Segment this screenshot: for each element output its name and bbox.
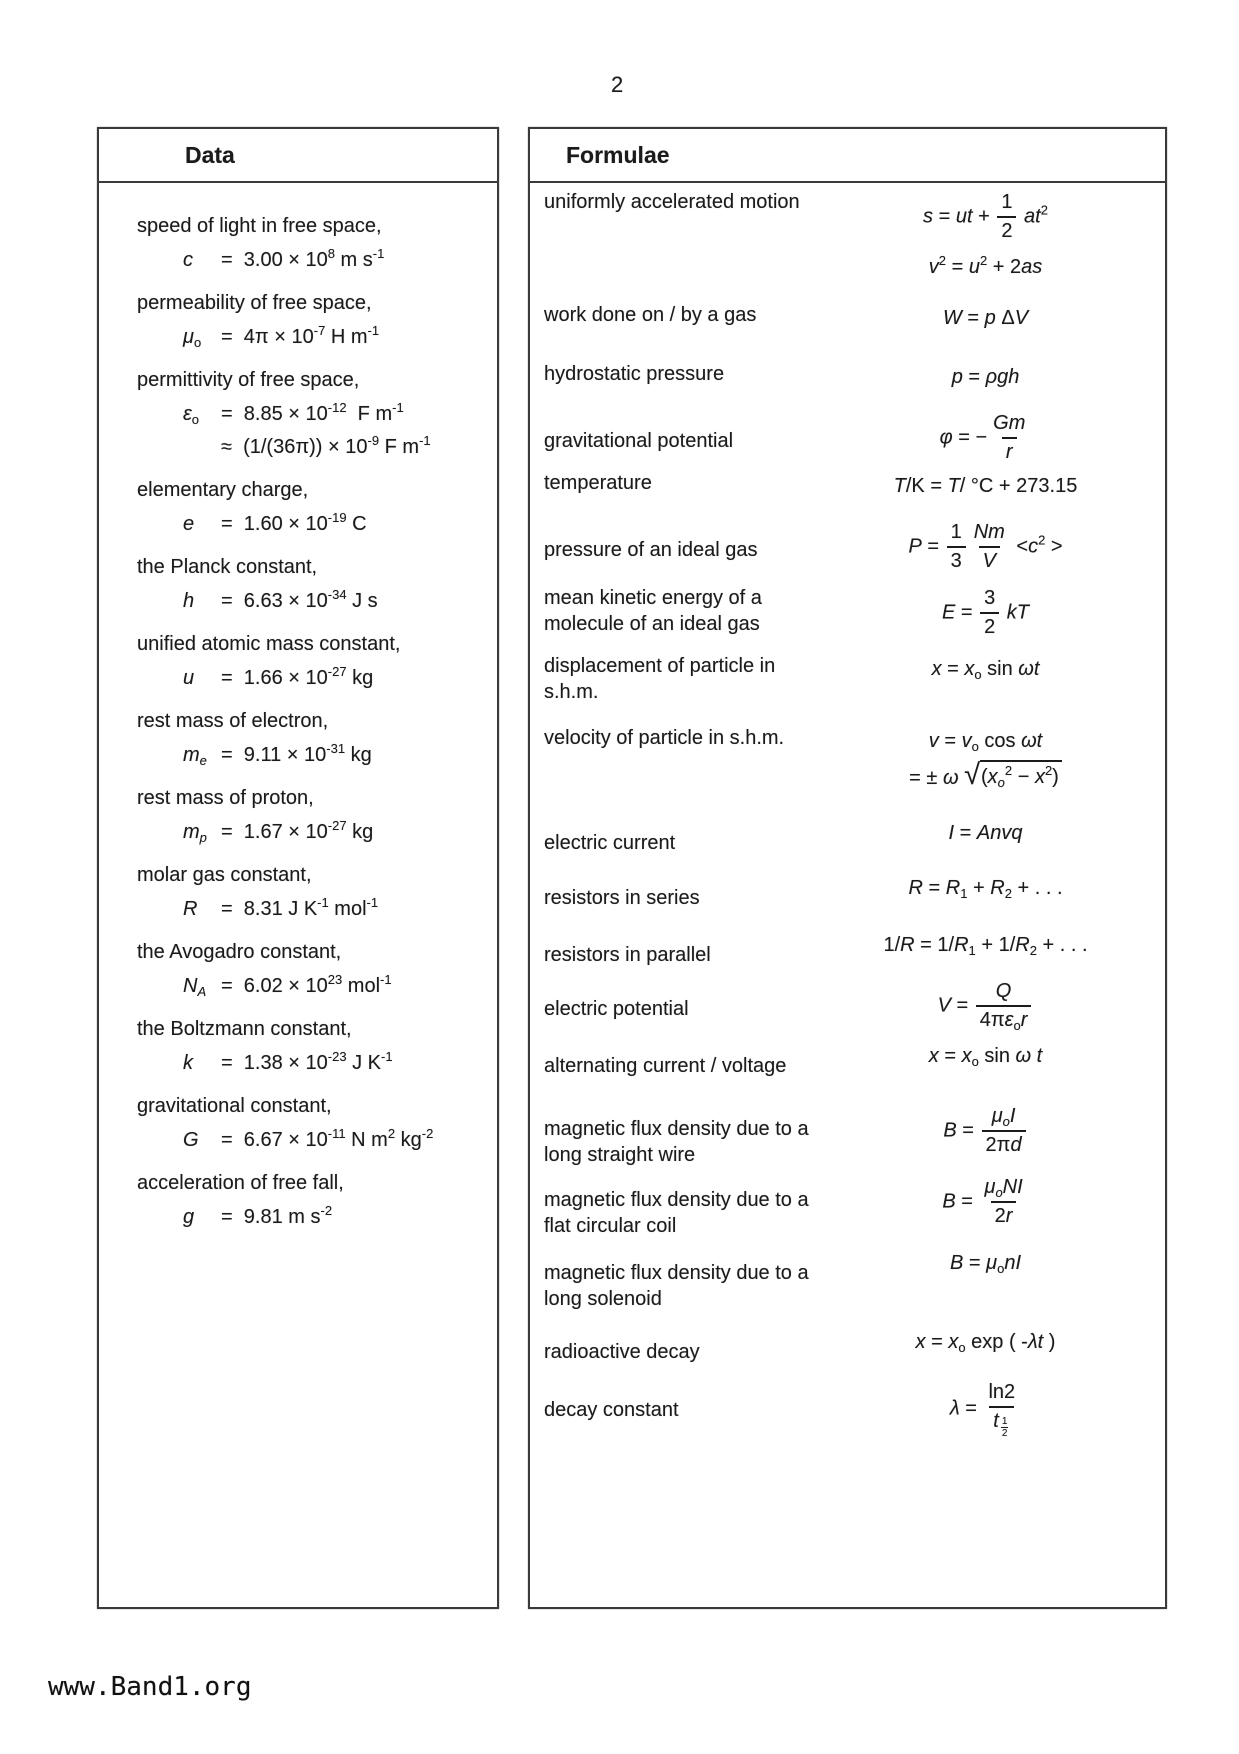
formula-row — [544, 585, 1141, 641]
formula-expression — [830, 1379, 1141, 1439]
constant-value: $h = 6.63 \times 10^{-34}$ J s — [183, 587, 378, 612]
data-panel-body — [99, 183, 497, 1234]
formula-line: V = $\frac{Q}{4\pi\varepsilon_or}$ — [938, 978, 1034, 1034]
formula-row — [544, 470, 1141, 503]
formula-expression — [830, 1040, 1141, 1073]
formula-row — [544, 725, 1141, 795]
constant-label: gravitational constant, — [137, 1095, 332, 1117]
constant-entry — [137, 785, 489, 849]
formula-label: pressure of an ideal gas — [544, 539, 758, 561]
constant-value: g = 9.81 m $s^{-2}$ — [183, 1203, 333, 1228]
formula-row — [544, 1103, 1141, 1168]
constant-value: $m_p = 1.67 \times 10^{-27}$ kg — [183, 818, 374, 845]
formula-line: T/K = T/ °C + 273.15 — [893, 475, 1078, 497]
constant-entry — [137, 708, 489, 772]
constant-entry — [137, 554, 489, 618]
formulae-panel — [528, 127, 1167, 1609]
constant-value: $e = 1.60 \times 10^{-19}$ C — [183, 510, 367, 535]
formula-label: radioactive decay — [544, 1341, 700, 1363]
formula-expression — [830, 653, 1141, 686]
formula-row — [544, 872, 1141, 911]
formula-line: p = ρgh — [951, 366, 1020, 388]
formula-expression — [830, 585, 1141, 641]
constant-label: the Boltzmann constant, — [137, 1018, 352, 1040]
formula-label: decay constant — [544, 1399, 679, 1421]
constant-label: rest mass of electron, — [137, 710, 329, 732]
formula-line: φ = − $\frac{Gm}{r}$ — [940, 410, 1032, 466]
formula-row — [544, 1174, 1141, 1239]
constant-value-approx: ≈ $(1/(36\pi)) \times 10^{-9}$ F $m^{-1}$ — [221, 433, 431, 458]
formula-line: W = p ΔV — [942, 307, 1029, 329]
constant-entry — [137, 1093, 489, 1157]
constant-entry — [137, 939, 489, 1003]
formula-expression — [830, 189, 1141, 284]
formulae-panel-header — [530, 129, 1165, 183]
formula-row — [544, 1247, 1141, 1312]
constant-label: molar gas constant, — [137, 864, 312, 886]
constant-label: the Avogadro constant, — [137, 941, 342, 963]
formulae-panel-body — [530, 183, 1165, 1439]
formula-line: $x = x_o$ sin ωt — [931, 658, 1040, 682]
constant-label: permittivity of free space, — [137, 369, 360, 391]
formula-row — [544, 189, 1141, 284]
formula-expression — [830, 470, 1141, 503]
formula-expression — [830, 302, 1141, 335]
data-panel — [97, 127, 499, 1609]
formula-expression — [830, 929, 1141, 962]
formula-label: uniformly accelerated motion — [544, 191, 800, 213]
formula-row — [544, 817, 1141, 856]
formula-expression — [830, 1103, 1141, 1159]
constant-entry — [137, 631, 489, 695]
formula-expression — [830, 725, 1141, 795]
formula-line: $v^2 = u^2 + 2as$ — [928, 253, 1043, 278]
formula-row — [544, 519, 1141, 575]
constant-label: permeability of free space, — [137, 292, 372, 314]
formula-expression — [830, 817, 1141, 850]
constant-label: acceleration of free fall, — [137, 1172, 344, 1194]
formula-label: work done on / by a gas — [544, 304, 757, 326]
constant-value: $c = 3.00 \times 10^8$ m $s^{-1}$ — [183, 246, 385, 271]
formula-row — [544, 929, 1141, 968]
formula-line: E = $\frac{3}{2}$ kT — [942, 585, 1029, 641]
constant-label: speed of light in free space, — [137, 215, 382, 237]
constant-value: $\varepsilon_o = 8.85 \times 10^{-12}$ F $m^{-1}$ — [183, 400, 404, 427]
constant-entry — [137, 862, 489, 926]
formula-row — [544, 1379, 1141, 1439]
formula-label: alternating current / voltage — [544, 1055, 787, 1077]
constant-value: $\mu_o = 4\pi \times 10^{-7}$ H $m^{-1}$ — [183, 323, 380, 350]
formula-row — [544, 1040, 1141, 1079]
constant-label: rest mass of proton, — [137, 787, 314, 809]
formula-label: hydrostatic pressure — [544, 363, 725, 385]
data-panel-header — [99, 129, 497, 183]
formula-line: P = $\frac{1}{3}$ $\frac{Nm}{V}$ $<c^2$ > — [908, 519, 1062, 575]
formula-expression — [830, 361, 1141, 394]
formula-expression — [830, 410, 1141, 466]
formula-label: gravitational potential — [544, 430, 734, 452]
constant-value: $k = 1.38 \times 10^{-23}$ J $K^{-1}$ — [183, 1049, 393, 1074]
formula-row — [544, 361, 1141, 394]
formulae-panel-title: Formulae — [566, 141, 670, 168]
formula-line: $1/R = 1/R_1 + 1/R_2$ + . . . — [883, 934, 1088, 958]
constant-value: $m_e = 9.11 \times 10^{-31}$ kg — [183, 741, 372, 768]
formula-line: $R = R_1 + R_2$ + . . . — [908, 877, 1063, 901]
constant-label: unified atomic mass constant, — [137, 633, 401, 655]
formula-label: magnetic flux density due to a long solenoid — [544, 1262, 809, 1310]
formula-line: I = Anvq — [948, 822, 1023, 844]
formula-expression — [830, 978, 1141, 1034]
formula-label: magnetic flux density due to a long straight wire — [544, 1118, 809, 1166]
formula-label: temperature — [544, 472, 652, 494]
formula-label: displacement of particle in s.h.m. — [544, 655, 776, 703]
formula-label: electric current — [544, 832, 676, 854]
site-footer: www.Band1.org — [48, 1672, 252, 1702]
formula-label: mean kinetic energy of a molecule of an ideal gas — [544, 587, 762, 635]
constant-entry — [137, 213, 489, 277]
constant-entry — [137, 290, 489, 354]
constant-entry — [137, 1016, 489, 1080]
formula-line: $x = x_o$ sin ω t — [928, 1045, 1043, 1069]
formula-label: velocity of particle in s.h.m. — [544, 727, 785, 749]
formula-line: B = $\frac{\mu_oNI}{2r}$ — [942, 1174, 1028, 1230]
formula-row — [544, 302, 1141, 335]
formula-expression — [830, 1174, 1141, 1230]
constant-entry — [137, 1170, 489, 1234]
constant-value: $N_A = 6.02 \times 10^{23}$ mol$^{-1}$ — [183, 972, 392, 999]
formula-row — [544, 410, 1141, 466]
formula-line: λ = ln2 t $_{\frac{1}{2}}$ — [949, 1381, 1016, 1440]
constant-entry — [137, 477, 489, 541]
formula-expression — [830, 872, 1141, 905]
formula-label: resistors in parallel — [544, 944, 711, 966]
constant-entry — [137, 367, 489, 464]
data-panel-title: Data — [185, 141, 235, 168]
constant-label: the Planck constant, — [137, 556, 318, 578]
formula-label: resistors in series — [544, 887, 700, 909]
formula-label: magnetic flux density due to a flat circular coil — [544, 1189, 809, 1237]
formula-line: $B = \mu_onI$ — [949, 1252, 1022, 1276]
constant-value: $G = 6.67 \times 10^{-11}$ N $m^2$ $kg^{-2}$ — [183, 1126, 434, 1151]
formula-expression — [830, 1247, 1141, 1280]
constant-value: $u = 1.66 \times 10^{-27}$ kg — [183, 664, 374, 689]
formula-line: $v = v_o$ cos ωt — [928, 730, 1043, 754]
constant-label: elementary charge, — [137, 479, 309, 501]
formula-row — [544, 653, 1141, 705]
formula-expression — [830, 519, 1141, 575]
page-number: 2 — [611, 72, 624, 97]
formula-row — [544, 978, 1141, 1034]
formula-row — [544, 1326, 1141, 1365]
formula-line: s = ut + $\frac{1}{2}$ $at^2$ — [923, 189, 1048, 245]
constant-value: R = 8.31 J $K^{-1}$ mol$^{-1}$ — [183, 895, 379, 920]
formula-line: $x = x_o$ exp ( -λt ) — [915, 1331, 1056, 1355]
formula-line: B = $\frac{\mu_oI}{2\pi d}$ — [943, 1103, 1027, 1159]
formula-label: electric potential — [544, 998, 689, 1020]
formula-line: = ± ω √ $(x_o^2 - x^2)$ — [909, 760, 1062, 795]
formula-expression — [830, 1326, 1141, 1359]
